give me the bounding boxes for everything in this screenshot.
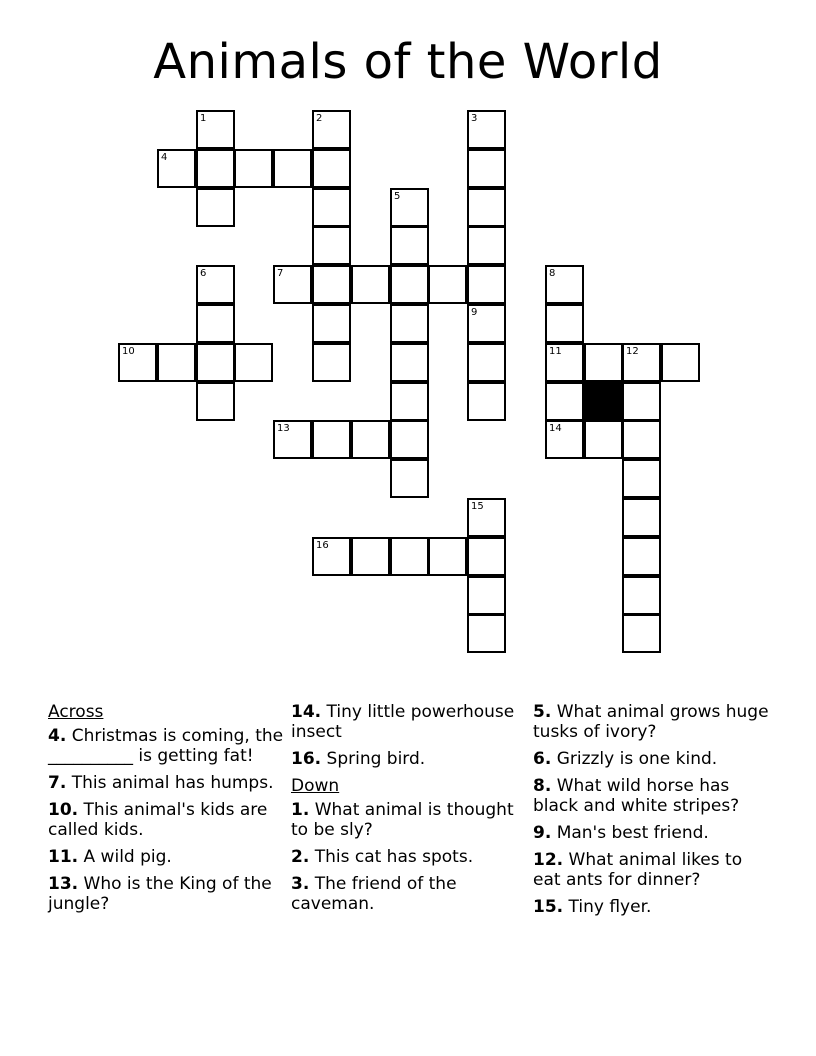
- grid-cell[interactable]: [545, 420, 584, 459]
- clue-number: 13: [277, 423, 290, 434]
- across-heading: Across: [48, 702, 104, 722]
- grid-cell[interactable]: [467, 576, 506, 615]
- clue-number: 9: [471, 307, 478, 318]
- grid-cell[interactable]: [312, 226, 351, 265]
- clue-number: 7.: [48, 773, 67, 793]
- down-heading: Down: [291, 776, 340, 796]
- clue-number: 15.: [533, 897, 564, 917]
- clue-text: Tiny flyer.: [563, 897, 652, 917]
- clue-text: What wild horse has black and white stripes?: [533, 776, 740, 816]
- clue-number: 14: [549, 423, 562, 434]
- grid-cell[interactable]: [467, 382, 506, 421]
- grid-cell[interactable]: [157, 149, 196, 188]
- clue-number: 9.: [533, 823, 552, 843]
- clue-column-3: [533, 702, 769, 924]
- grid-cell[interactable]: [622, 420, 661, 459]
- across-clue-list: [48, 726, 284, 914]
- down-clue-list-continued: [533, 702, 769, 917]
- grid-cell[interactable]: [545, 265, 584, 304]
- grid-cell[interactable]: [351, 537, 390, 576]
- grid-cell[interactable]: [118, 343, 157, 382]
- grid-cell[interactable]: [196, 343, 235, 382]
- clue-text: Spring bird.: [321, 749, 426, 769]
- grid-cell[interactable]: [467, 226, 506, 265]
- clue-number: 6.: [533, 749, 552, 769]
- grid-cell[interactable]: [196, 188, 235, 227]
- clue-item: [533, 850, 769, 890]
- grid-cell[interactable]: [390, 382, 429, 421]
- grid-cell[interactable]: [390, 304, 429, 343]
- clue-number: 5.: [533, 702, 552, 722]
- grid-cell[interactable]: [196, 382, 235, 421]
- grid-cell[interactable]: [545, 304, 584, 343]
- grid-cell[interactable]: [428, 537, 467, 576]
- clue-text: The friend of the caveman.: [291, 874, 457, 914]
- clue-item: [291, 800, 527, 840]
- clue-text: Grizzly is one kind.: [551, 749, 718, 769]
- clue-number: 15: [471, 501, 484, 512]
- grid-cell[interactable]: [273, 149, 312, 188]
- clue-number: 6: [200, 268, 207, 279]
- grid-cell[interactable]: [467, 343, 506, 382]
- clue-text: This cat has spots.: [309, 847, 474, 867]
- clue-column-1: [48, 702, 284, 921]
- grid-cell[interactable]: [196, 149, 235, 188]
- clue-number: 3: [471, 113, 478, 124]
- clue-item: [533, 702, 769, 742]
- grid-cell[interactable]: [312, 304, 351, 343]
- grid-cell[interactable]: [622, 382, 661, 421]
- clue-item: [48, 726, 284, 766]
- clue-number: 16: [316, 540, 329, 551]
- clue-text: What animal grows huge tusks of ivory?: [533, 702, 769, 742]
- clue-number: 2: [316, 113, 323, 124]
- grid-cell[interactable]: [467, 498, 506, 537]
- clue-item: [48, 847, 284, 867]
- clue-text: Man's best friend.: [551, 823, 709, 843]
- grid-cell[interactable]: [467, 614, 506, 653]
- clue-number: 14.: [291, 702, 322, 722]
- grid-cell[interactable]: [390, 188, 429, 227]
- clue-text: What animal is thought to be sly?: [291, 800, 514, 840]
- clue-number: 11.: [48, 847, 79, 867]
- clue-item: [48, 874, 284, 914]
- grid-cell[interactable]: [661, 343, 700, 382]
- grid-cell[interactable]: [312, 537, 351, 576]
- grid-cell[interactable]: [622, 498, 661, 537]
- grid-cell[interactable]: [312, 265, 351, 304]
- grid-cell[interactable]: [312, 343, 351, 382]
- grid-cell[interactable]: [467, 537, 506, 576]
- grid-cell[interactable]: [622, 537, 661, 576]
- clue-number: 4.: [48, 726, 67, 746]
- clue-number: 8: [549, 268, 556, 279]
- clue-item: [48, 800, 284, 840]
- grid-cell[interactable]: [196, 304, 235, 343]
- clue-text: Christmas is coming, the __________ is getting fat!: [48, 726, 284, 766]
- grid-cell[interactable]: [196, 110, 235, 149]
- clue-text: A wild pig.: [78, 847, 172, 867]
- grid-cell[interactable]: [390, 265, 429, 304]
- page-title: Animals of the World: [153, 34, 663, 90]
- clue-text: This animal's kids are called kids.: [48, 800, 268, 840]
- grid-cell[interactable]: [390, 459, 429, 498]
- grid-cell[interactable]: [622, 459, 661, 498]
- clue-number: 8.: [533, 776, 552, 796]
- grid-cell[interactable]: [312, 110, 351, 149]
- grid-cell[interactable]: [390, 420, 429, 459]
- clue-item: [291, 874, 527, 914]
- grid-cell[interactable]: [390, 343, 429, 382]
- grid-cell[interactable]: [273, 265, 312, 304]
- grid-cell[interactable]: [196, 265, 235, 304]
- grid-cell[interactable]: [467, 304, 506, 343]
- grid-cell[interactable]: [622, 576, 661, 615]
- clue-number: 1.: [291, 800, 310, 820]
- clue-text: Tiny little powerhouse insect: [291, 702, 515, 742]
- clue-number: 1: [200, 113, 207, 124]
- grid-cell[interactable]: [312, 149, 351, 188]
- clue-item: [533, 776, 769, 816]
- grid-cell[interactable]: [622, 614, 661, 653]
- grid-cell[interactable]: [467, 149, 506, 188]
- clue-item: [291, 749, 527, 769]
- clue-number: 10.: [48, 800, 79, 820]
- clue-number: 13.: [48, 874, 79, 894]
- grid-cell[interactable]: [390, 537, 429, 576]
- clue-item: [533, 823, 769, 843]
- grid-cell[interactable]: [234, 149, 273, 188]
- grid-cell[interactable]: [545, 343, 584, 382]
- clue-number: 12.: [533, 850, 564, 870]
- grid-cell[interactable]: [584, 420, 623, 459]
- clue-number: 5: [394, 191, 401, 202]
- grid-cell[interactable]: [545, 382, 584, 421]
- clue-item: [48, 773, 284, 793]
- grid-cell[interactable]: [428, 265, 467, 304]
- clue-number: 2.: [291, 847, 310, 867]
- grid-cell[interactable]: [234, 343, 273, 382]
- grid-cell[interactable]: [467, 110, 506, 149]
- clue-item: [533, 897, 769, 917]
- clue-number: 4: [161, 152, 168, 163]
- down-clue-list: [291, 800, 527, 914]
- clue-item: [533, 749, 769, 769]
- clue-number: 16.: [291, 749, 322, 769]
- grid-cell[interactable]: [351, 265, 390, 304]
- grid-cell[interactable]: [312, 188, 351, 227]
- clue-number: 3.: [291, 874, 310, 894]
- across-clue-list-continued: [291, 702, 527, 769]
- grid-cell[interactable]: [312, 420, 351, 459]
- clue-number: 10: [122, 346, 135, 357]
- clue-number: 12: [626, 346, 639, 357]
- grid-cell[interactable]: [390, 226, 429, 265]
- grid-cell[interactable]: [351, 420, 390, 459]
- clue-item: [291, 702, 527, 742]
- clue-number: 7: [277, 268, 284, 279]
- clue-item: [291, 847, 527, 867]
- grid-cell[interactable]: [273, 420, 312, 459]
- grid-cell[interactable]: [622, 343, 661, 382]
- grid-cell[interactable]: [467, 265, 506, 304]
- clue-text: What animal likes to eat ants for dinner?: [533, 850, 743, 890]
- clue-text: Who is the King of the jungle?: [48, 874, 272, 914]
- clue-column-2: [291, 702, 527, 921]
- black-square: [584, 382, 623, 421]
- grid-cell[interactable]: [584, 343, 623, 382]
- clue-text: This animal has humps.: [66, 773, 274, 793]
- clue-number: 11: [549, 346, 562, 357]
- grid-cell[interactable]: [157, 343, 196, 382]
- grid-cell[interactable]: [467, 188, 506, 227]
